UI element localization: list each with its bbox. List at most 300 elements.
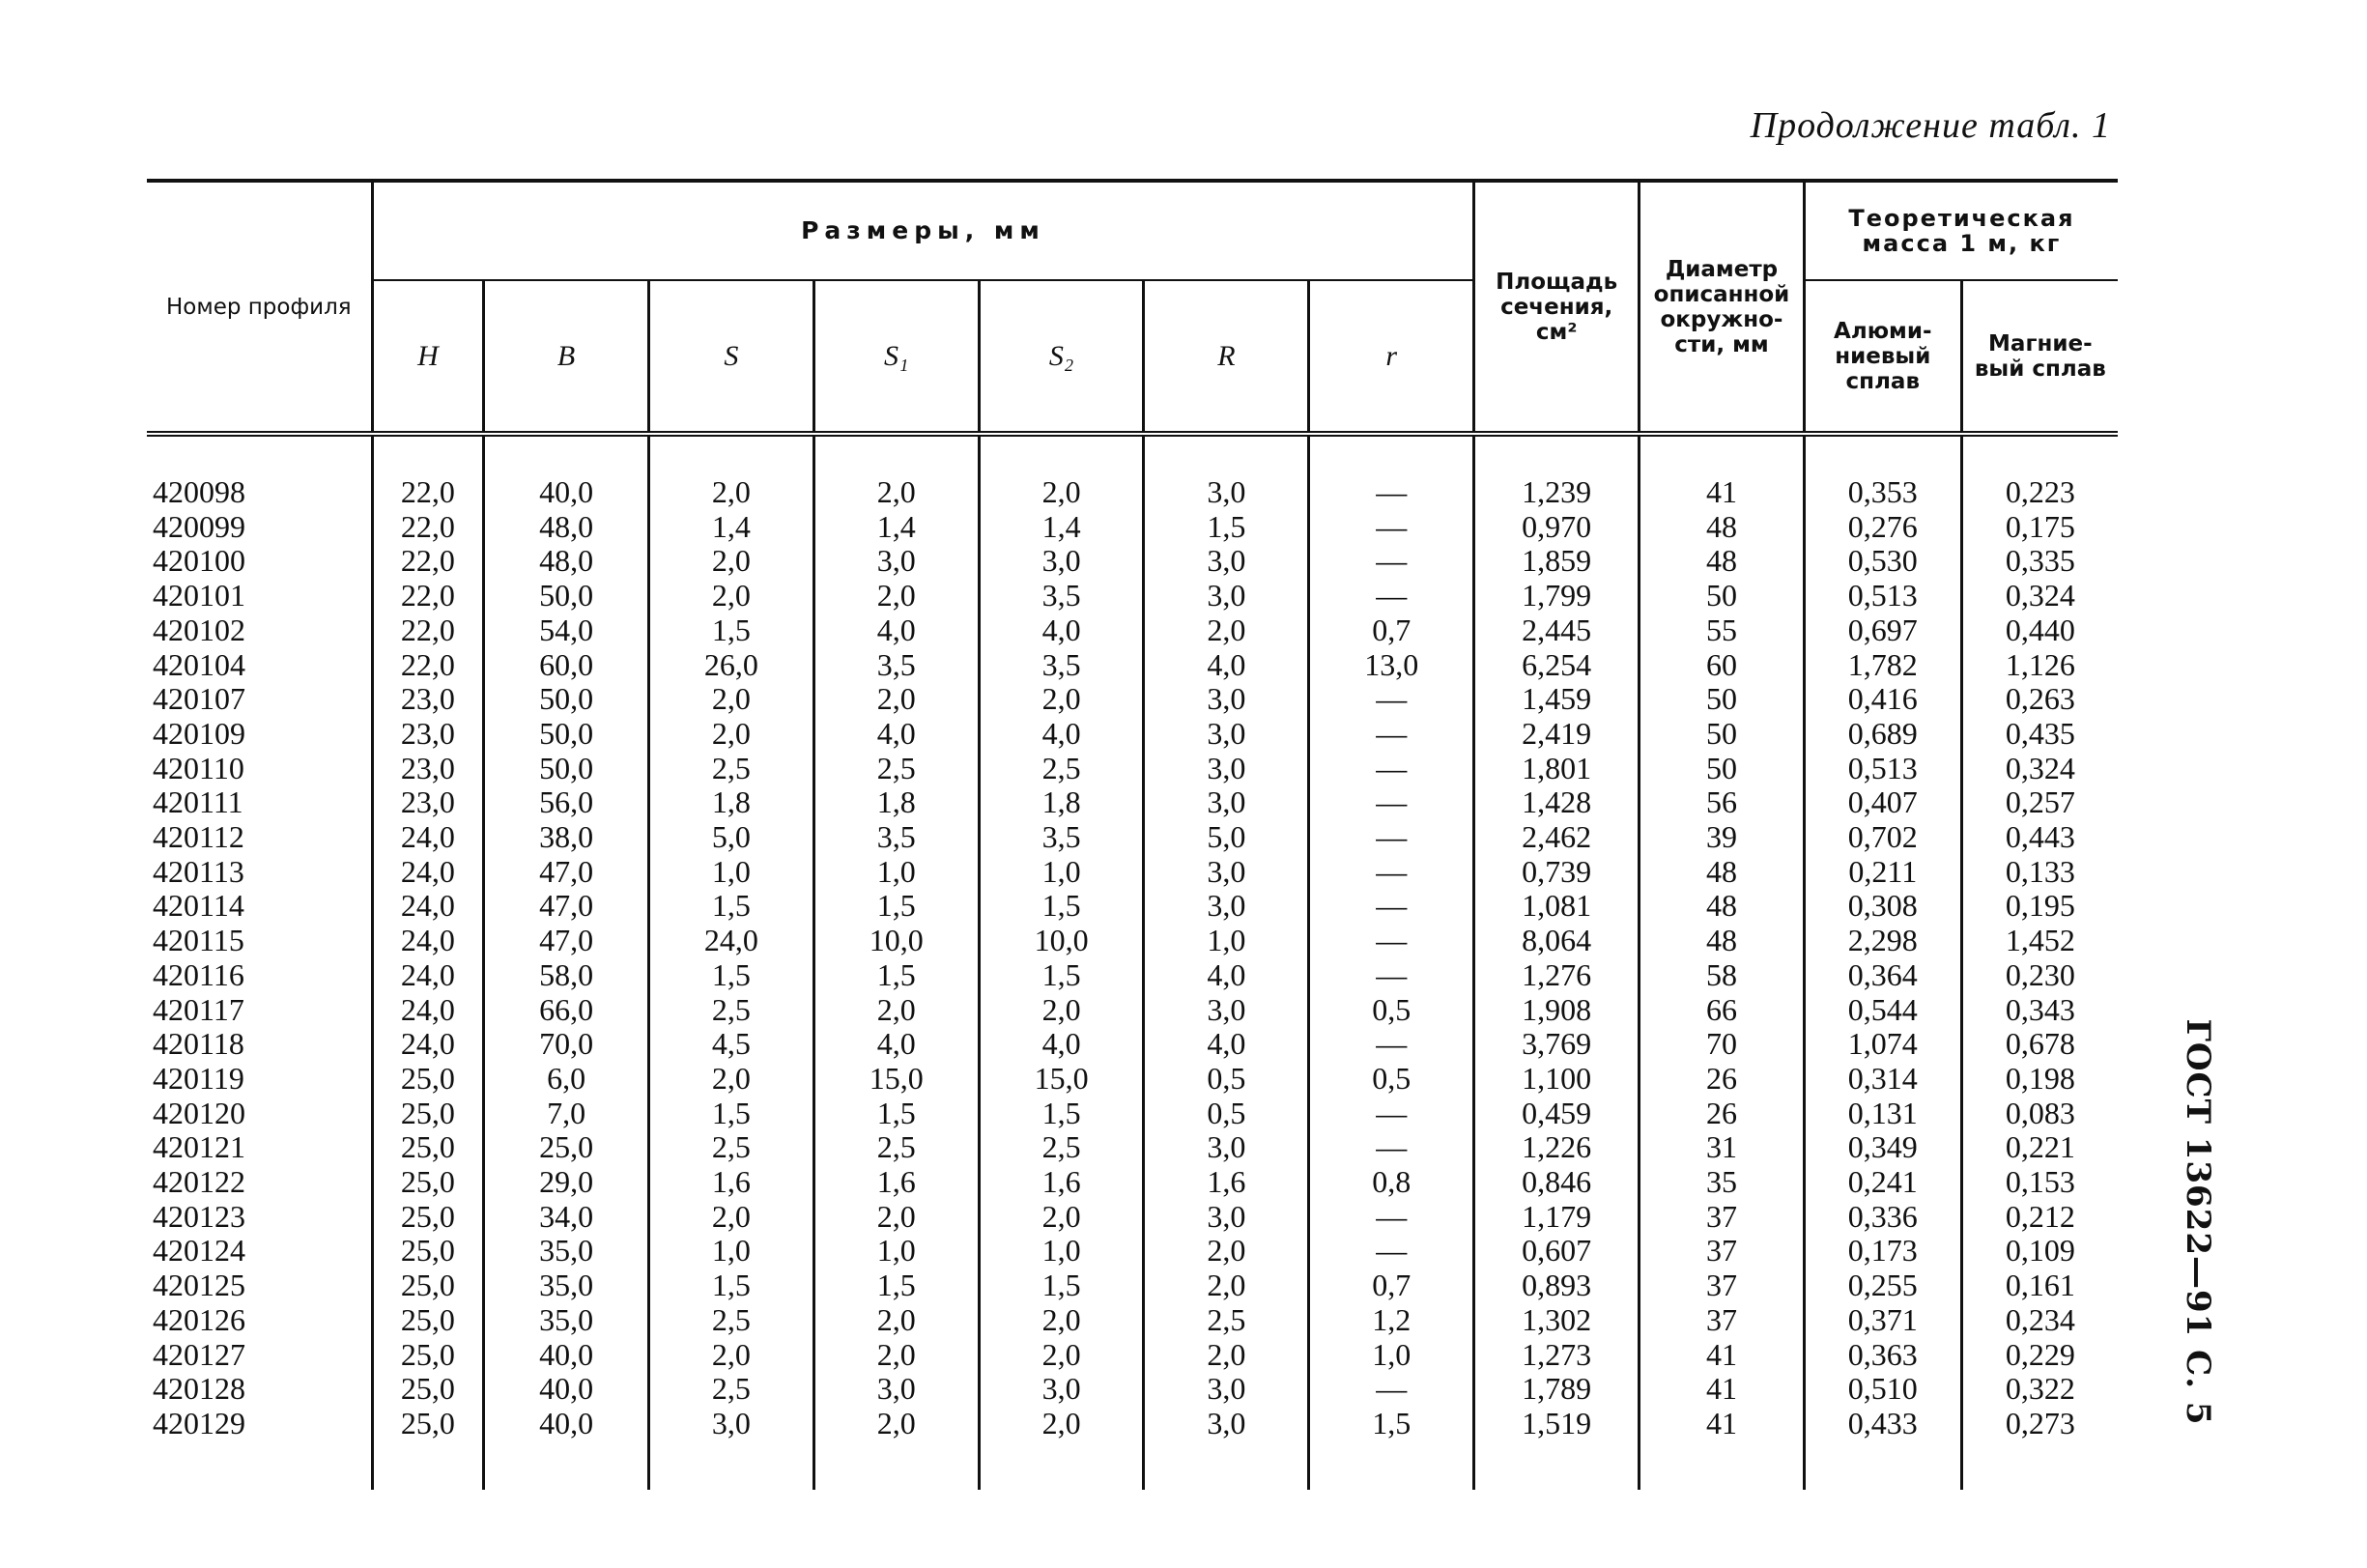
cell-dim-b: 29,0 bbox=[484, 1165, 649, 1200]
cell-area: 1,859 bbox=[1474, 544, 1640, 579]
cell-dim-r-upper: 2,0 bbox=[1144, 1269, 1309, 1303]
cell-mass-aluminium: 0,308 bbox=[1804, 889, 1961, 924]
cell-profile-number: 420107 bbox=[153, 681, 245, 717]
cell-profile-number: 420120 bbox=[153, 1095, 245, 1130]
cell-mass-aluminium: 0,336 bbox=[1804, 1200, 1961, 1235]
table-row bbox=[147, 1407, 2118, 1490]
cell-dim-h: 24,0 bbox=[372, 993, 484, 1028]
cell-dim-b: 38,0 bbox=[484, 820, 649, 855]
cell-dim-r-lower: 0,5 bbox=[1309, 1062, 1474, 1097]
cell-dim-s1: 1,0 bbox=[813, 855, 979, 890]
cell-dim-h: 25,0 bbox=[372, 1234, 484, 1269]
table-row bbox=[147, 1165, 2118, 1200]
cell-dim-r-upper: 3,0 bbox=[1144, 1372, 1309, 1407]
cell-profile-number: 420117 bbox=[153, 991, 244, 1027]
table-row bbox=[147, 544, 2118, 579]
cell-dim-r-upper: 3,0 bbox=[1144, 1407, 1309, 1490]
cell-dim-r-upper: 2,0 bbox=[1144, 1234, 1309, 1269]
cell-mass-aluminium: 0,364 bbox=[1804, 958, 1961, 993]
cell-dim-h: 24,0 bbox=[372, 1027, 484, 1062]
cell-profile-number: 420122 bbox=[153, 1164, 245, 1200]
cell-dim-s2: 4,0 bbox=[979, 613, 1144, 648]
cell-mass-magnesium: 0,263 bbox=[1961, 682, 2118, 717]
cell-dim-s1: 2,0 bbox=[813, 1407, 979, 1490]
cell-diameter: 26 bbox=[1640, 1062, 1805, 1097]
cell-dim-h: 25,0 bbox=[372, 1407, 484, 1490]
cell-profile-number: 420101 bbox=[153, 578, 245, 613]
cell-mass-aluminium: 0,689 bbox=[1804, 717, 1961, 752]
table-row bbox=[147, 1338, 2118, 1373]
cell-dim-b: 47,0 bbox=[484, 924, 649, 958]
cell-dim-s1: 2,0 bbox=[813, 1303, 979, 1338]
cell-dim-s1: 1,8 bbox=[813, 785, 979, 820]
cell-mass-aluminium: 0,173 bbox=[1804, 1234, 1961, 1269]
cell-dim-h: 24,0 bbox=[372, 889, 484, 924]
cell-area: 0,459 bbox=[1474, 1097, 1640, 1131]
cell-dim-r-lower: — bbox=[1309, 1200, 1474, 1235]
table-row bbox=[147, 1234, 2118, 1269]
cell-dim-s: 1,5 bbox=[649, 889, 814, 924]
cell-diameter: 37 bbox=[1640, 1303, 1805, 1338]
cell-dim-b: 48,0 bbox=[484, 510, 649, 545]
cell-dim-b: 35,0 bbox=[484, 1269, 649, 1303]
cell-dim-s1: 1,5 bbox=[813, 958, 979, 993]
cell-mass-magnesium: 0,322 bbox=[1961, 1372, 2118, 1407]
cell-area: 6,254 bbox=[1474, 648, 1640, 683]
cell-dim-s: 2,0 bbox=[649, 434, 814, 510]
table-row bbox=[147, 785, 2118, 820]
cell-area: 1,428 bbox=[1474, 785, 1640, 820]
cell-diameter: 37 bbox=[1640, 1269, 1805, 1303]
table-row bbox=[147, 1097, 2118, 1131]
cell-dim-s1: 2,0 bbox=[813, 1200, 979, 1235]
cell-diameter: 50 bbox=[1640, 752, 1805, 786]
cell-area: 1,801 bbox=[1474, 752, 1640, 786]
cell-diameter: 39 bbox=[1640, 820, 1805, 855]
table-row bbox=[147, 855, 2118, 890]
table-row bbox=[147, 958, 2118, 993]
cell-profile-number: 420129 bbox=[153, 1405, 245, 1440]
cell-mass-magnesium: 0,435 bbox=[1961, 717, 2118, 752]
profile-table bbox=[147, 179, 2118, 1490]
table-row bbox=[147, 682, 2118, 717]
cell-dim-b: 54,0 bbox=[484, 613, 649, 648]
cell-dim-s2: 2,5 bbox=[979, 1130, 1144, 1165]
cell-dim-b: 34,0 bbox=[484, 1200, 649, 1235]
cell-mass-magnesium: 0,230 bbox=[1961, 958, 2118, 993]
cell-dim-h: 22,0 bbox=[372, 648, 484, 683]
cell-mass-magnesium: 0,195 bbox=[1961, 889, 2118, 924]
cell-dim-r-upper: 3,0 bbox=[1144, 785, 1309, 820]
cell-mass-magnesium: 0,343 bbox=[1961, 993, 2118, 1028]
cell-dim-s: 4,5 bbox=[649, 1027, 814, 1062]
cell-dim-r-lower: — bbox=[1309, 1027, 1474, 1062]
cell-profile-number: 420111 bbox=[153, 784, 243, 820]
cell-dim-s2: 10,0 bbox=[979, 924, 1144, 958]
cell-dim-r-lower: — bbox=[1309, 1372, 1474, 1407]
cell-mass-aluminium: 0,241 bbox=[1804, 1165, 1961, 1200]
cell-diameter: 55 bbox=[1640, 613, 1805, 648]
cell-dim-s2: 3,5 bbox=[979, 820, 1144, 855]
cell-area: 2,419 bbox=[1474, 717, 1640, 752]
cell-dim-s: 1,4 bbox=[649, 510, 814, 545]
cell-area: 1,100 bbox=[1474, 1062, 1640, 1097]
table-row bbox=[147, 510, 2118, 545]
cell-dim-s2: 4,0 bbox=[979, 717, 1144, 752]
cell-dim-s1: 10,0 bbox=[813, 924, 979, 958]
cell-diameter: 41 bbox=[1640, 434, 1805, 510]
cell-mass-magnesium: 0,153 bbox=[1961, 1165, 2118, 1200]
cell-mass-magnesium: 0,109 bbox=[1961, 1234, 2118, 1269]
cell-dim-h: 25,0 bbox=[372, 1200, 484, 1235]
cell-mass-magnesium: 0,234 bbox=[1961, 1303, 2118, 1338]
cell-dim-s: 2,5 bbox=[649, 1303, 814, 1338]
cell-dim-s: 2,0 bbox=[649, 717, 814, 752]
cell-dim-r-upper: 3,0 bbox=[1144, 544, 1309, 579]
cell-area: 1,273 bbox=[1474, 1338, 1640, 1373]
cell-dim-b: 50,0 bbox=[484, 717, 649, 752]
cell-dim-r-upper: 2,5 bbox=[1144, 1303, 1309, 1338]
cell-dim-s: 2,0 bbox=[649, 1338, 814, 1373]
cell-dim-s2: 1,5 bbox=[979, 1269, 1144, 1303]
cell-dim-s2: 15,0 bbox=[979, 1062, 1144, 1097]
cell-dim-r-upper: 0,5 bbox=[1144, 1097, 1309, 1131]
cell-profile-number: 420123 bbox=[153, 1198, 245, 1234]
cell-dim-b: 35,0 bbox=[484, 1303, 649, 1338]
cell-dim-r-upper: 3,0 bbox=[1144, 1130, 1309, 1165]
cell-dim-b: 56,0 bbox=[484, 785, 649, 820]
cell-dim-s1: 4,0 bbox=[813, 1027, 979, 1062]
cell-dim-s: 2,5 bbox=[649, 1130, 814, 1165]
header-dim-s1: S₁ bbox=[813, 280, 979, 434]
cell-dim-b: 50,0 bbox=[484, 752, 649, 786]
cell-dim-h: 24,0 bbox=[372, 958, 484, 993]
cell-dim-s: 1,5 bbox=[649, 1269, 814, 1303]
cell-dim-s1: 2,0 bbox=[813, 682, 979, 717]
cell-profile-number: 420104 bbox=[153, 646, 245, 682]
cell-area: 1,226 bbox=[1474, 1130, 1640, 1165]
cell-dim-r-lower: 1,2 bbox=[1309, 1303, 1474, 1338]
cell-area: 1,081 bbox=[1474, 889, 1640, 924]
table-row bbox=[147, 752, 2118, 786]
cell-area: 0,739 bbox=[1474, 855, 1640, 890]
cell-dim-s: 5,0 bbox=[649, 820, 814, 855]
cell-mass-magnesium: 0,175 bbox=[1961, 510, 2118, 545]
cell-dim-s2: 2,0 bbox=[979, 1200, 1144, 1235]
cell-profile-number: 420110 bbox=[153, 750, 244, 785]
cell-mass-aluminium: 0,513 bbox=[1804, 752, 1961, 786]
cell-dim-s2: 1,6 bbox=[979, 1165, 1144, 1200]
cell-dim-s1: 3,5 bbox=[813, 648, 979, 683]
cell-diameter: 41 bbox=[1640, 1372, 1805, 1407]
cell-dim-r-lower: — bbox=[1309, 1234, 1474, 1269]
cell-dim-r-upper: 3,0 bbox=[1144, 579, 1309, 613]
cell-area: 0,846 bbox=[1474, 1165, 1640, 1200]
cell-dim-s2: 1,0 bbox=[979, 855, 1144, 890]
cell-profile-number: 420125 bbox=[153, 1268, 245, 1303]
cell-dim-s: 2,0 bbox=[649, 1062, 814, 1097]
table-row bbox=[147, 1200, 2118, 1235]
cell-dim-s2: 4,0 bbox=[979, 1027, 1144, 1062]
cell-mass-aluminium: 2,298 bbox=[1804, 924, 1961, 958]
table-row bbox=[147, 889, 2118, 924]
cell-area: 1,789 bbox=[1474, 1372, 1640, 1407]
cell-mass-aluminium: 0,131 bbox=[1804, 1097, 1961, 1131]
table-row bbox=[147, 434, 2118, 510]
cell-dim-r-lower: 0,7 bbox=[1309, 1269, 1474, 1303]
table-row bbox=[147, 1062, 2118, 1097]
cell-dim-h: 25,0 bbox=[372, 1097, 484, 1131]
cell-diameter: 48 bbox=[1640, 889, 1805, 924]
cell-mass-magnesium: 1,452 bbox=[1961, 924, 2118, 958]
cell-dim-s1: 1,5 bbox=[813, 1269, 979, 1303]
cell-mass-aluminium: 0,510 bbox=[1804, 1372, 1961, 1407]
header-aluminium: Алюми-ниевый сплав bbox=[1804, 280, 1961, 434]
cell-dim-r-upper: 1,6 bbox=[1144, 1165, 1309, 1200]
cell-area: 2,462 bbox=[1474, 820, 1640, 855]
cell-dim-h: 23,0 bbox=[372, 752, 484, 786]
table-row bbox=[147, 579, 2118, 613]
cell-diameter: 50 bbox=[1640, 579, 1805, 613]
cell-mass-aluminium: 0,513 bbox=[1804, 579, 1961, 613]
cell-dim-h: 25,0 bbox=[372, 1062, 484, 1097]
header-dimensions-group: Размеры, мм bbox=[372, 181, 1474, 280]
cell-dim-s2: 1,4 bbox=[979, 510, 1144, 545]
cell-area: 1,799 bbox=[1474, 579, 1640, 613]
cell-diameter: 50 bbox=[1640, 682, 1805, 717]
cell-dim-s1: 15,0 bbox=[813, 1062, 979, 1097]
cell-dim-b: 40,0 bbox=[484, 434, 649, 510]
cell-dim-b: 7,0 bbox=[484, 1097, 649, 1131]
cell-dim-b: 50,0 bbox=[484, 682, 649, 717]
cell-area: 1,459 bbox=[1474, 682, 1640, 717]
cell-mass-magnesium: 0,083 bbox=[1961, 1097, 2118, 1131]
cell-dim-s1: 3,5 bbox=[813, 820, 979, 855]
cell-dim-h: 22,0 bbox=[372, 579, 484, 613]
cell-profile-number: 420099 bbox=[153, 508, 245, 544]
cell-dim-r-lower: — bbox=[1309, 752, 1474, 786]
cell-mass-aluminium: 0,702 bbox=[1804, 820, 1961, 855]
cell-mass-aluminium: 0,349 bbox=[1804, 1130, 1961, 1165]
cell-dim-r-upper: 4,0 bbox=[1144, 648, 1309, 683]
cell-dim-s: 1,5 bbox=[649, 613, 814, 648]
cell-dim-s1: 2,5 bbox=[813, 752, 979, 786]
cell-dim-b: 40,0 bbox=[484, 1372, 649, 1407]
header-diameter: Диаметр описанной окружно-сти, мм bbox=[1640, 181, 1805, 434]
cell-dim-s2: 2,0 bbox=[979, 1407, 1144, 1490]
cell-dim-r-lower: 0,7 bbox=[1309, 613, 1474, 648]
cell-dim-b: 35,0 bbox=[484, 1234, 649, 1269]
cell-dim-r-lower: — bbox=[1309, 820, 1474, 855]
cell-dim-r-upper: 0,5 bbox=[1144, 1062, 1309, 1097]
table-row bbox=[147, 993, 2118, 1028]
cell-mass-aluminium: 1,074 bbox=[1804, 1027, 1961, 1062]
cell-area: 1,302 bbox=[1474, 1303, 1640, 1338]
cell-dim-s: 2,0 bbox=[649, 1200, 814, 1235]
cell-diameter: 48 bbox=[1640, 510, 1805, 545]
cell-mass-magnesium: 0,324 bbox=[1961, 752, 2118, 786]
cell-dim-s: 24,0 bbox=[649, 924, 814, 958]
continuation-caption: Продолжение табл. 1 bbox=[1750, 105, 2111, 146]
cell-mass-magnesium: 0,443 bbox=[1961, 820, 2118, 855]
cell-dim-s: 2,5 bbox=[649, 1372, 814, 1407]
cell-dim-s2: 2,0 bbox=[979, 993, 1144, 1028]
cell-dim-b: 47,0 bbox=[484, 889, 649, 924]
cell-dim-b: 40,0 bbox=[484, 1407, 649, 1490]
cell-diameter: 41 bbox=[1640, 1338, 1805, 1373]
cell-diameter: 60 bbox=[1640, 648, 1805, 683]
cell-profile-number: 420113 bbox=[153, 853, 244, 889]
cell-dim-h: 23,0 bbox=[372, 717, 484, 752]
cell-dim-s: 2,5 bbox=[649, 993, 814, 1028]
header-magnesium: Магние-вый сплав bbox=[1961, 280, 2118, 434]
cell-area: 0,893 bbox=[1474, 1269, 1640, 1303]
cell-profile-number: 420102 bbox=[153, 612, 245, 647]
cell-dim-h: 23,0 bbox=[372, 682, 484, 717]
cell-dim-h: 25,0 bbox=[372, 1165, 484, 1200]
cell-area: 1,276 bbox=[1474, 958, 1640, 993]
table-row bbox=[147, 648, 2118, 683]
header-dim-s2: S₂ bbox=[979, 280, 1144, 434]
cell-dim-r-lower: — bbox=[1309, 682, 1474, 717]
cell-dim-s2: 2,0 bbox=[979, 1338, 1144, 1373]
cell-mass-magnesium: 0,257 bbox=[1961, 785, 2118, 820]
cell-area: 3,769 bbox=[1474, 1027, 1640, 1062]
cell-diameter: 26 bbox=[1640, 1097, 1805, 1131]
cell-diameter: 70 bbox=[1640, 1027, 1805, 1062]
cell-dim-s2: 1,0 bbox=[979, 1234, 1144, 1269]
cell-mass-magnesium: 0,335 bbox=[1961, 544, 2118, 579]
cell-dim-b: 66,0 bbox=[484, 993, 649, 1028]
cell-diameter: 41 bbox=[1640, 1407, 1805, 1490]
table-row bbox=[147, 924, 2118, 958]
cell-mass-magnesium: 0,221 bbox=[1961, 1130, 2118, 1165]
cell-mass-magnesium: 0,212 bbox=[1961, 1200, 2118, 1235]
cell-dim-s1: 2,0 bbox=[813, 993, 979, 1028]
cell-dim-b: 70,0 bbox=[484, 1027, 649, 1062]
cell-mass-aluminium: 0,363 bbox=[1804, 1338, 1961, 1373]
cell-dim-r-lower: — bbox=[1309, 717, 1474, 752]
cell-profile-number: 420112 bbox=[153, 819, 244, 855]
table-row bbox=[147, 613, 2118, 648]
cell-mass-aluminium: 0,371 bbox=[1804, 1303, 1961, 1338]
cell-dim-r-upper: 2,0 bbox=[1144, 1338, 1309, 1373]
cell-mass-aluminium: 0,433 bbox=[1804, 1407, 1961, 1490]
cell-dim-s1: 3,0 bbox=[813, 544, 979, 579]
cell-dim-s2: 2,0 bbox=[979, 1303, 1144, 1338]
cell-dim-r-lower: — bbox=[1309, 1097, 1474, 1131]
cell-dim-s2: 3,0 bbox=[979, 544, 1144, 579]
cell-dim-s2: 3,5 bbox=[979, 579, 1144, 613]
cell-dim-r-lower: — bbox=[1309, 434, 1474, 510]
cell-dim-s2: 1,5 bbox=[979, 889, 1144, 924]
cell-dim-s1: 4,0 bbox=[813, 613, 979, 648]
cell-mass-magnesium: 0,324 bbox=[1961, 579, 2118, 613]
table-row bbox=[147, 1303, 2118, 1338]
cell-diameter: 31 bbox=[1640, 1130, 1805, 1165]
cell-mass-aluminium: 0,530 bbox=[1804, 544, 1961, 579]
cell-dim-s: 2,0 bbox=[649, 544, 814, 579]
cell-mass-magnesium: 0,229 bbox=[1961, 1338, 2118, 1373]
table-row bbox=[147, 1027, 2118, 1062]
cell-dim-s2: 2,5 bbox=[979, 752, 1144, 786]
cell-dim-r-lower: 1,5 bbox=[1309, 1407, 1474, 1490]
cell-dim-s2: 3,5 bbox=[979, 648, 1144, 683]
cell-dim-s: 1,0 bbox=[649, 855, 814, 890]
cell-dim-r-upper: 1,5 bbox=[1144, 510, 1309, 545]
cell-diameter: 50 bbox=[1640, 717, 1805, 752]
cell-dim-h: 23,0 bbox=[372, 785, 484, 820]
header-area: Площадь сечения, см² bbox=[1474, 181, 1640, 434]
cell-dim-r-upper: 5,0 bbox=[1144, 820, 1309, 855]
cell-dim-s: 1,5 bbox=[649, 1097, 814, 1131]
cell-profile-number: 420119 bbox=[153, 1060, 244, 1096]
cell-profile-number: 420118 bbox=[153, 1026, 244, 1062]
cell-profile-number: 420127 bbox=[153, 1336, 245, 1372]
cell-diameter: 56 bbox=[1640, 785, 1805, 820]
cell-dim-r-upper: 3,0 bbox=[1144, 855, 1309, 890]
cell-dim-s2: 1,5 bbox=[979, 1097, 1144, 1131]
cell-dim-s1: 1,5 bbox=[813, 889, 979, 924]
cell-dim-s2: 1,5 bbox=[979, 958, 1144, 993]
cell-dim-b: 25,0 bbox=[484, 1130, 649, 1165]
cell-dim-s: 1,0 bbox=[649, 1234, 814, 1269]
cell-dim-h: 25,0 bbox=[372, 1130, 484, 1165]
cell-dim-s1: 2,0 bbox=[813, 579, 979, 613]
cell-dim-s1: 2,0 bbox=[813, 434, 979, 510]
cell-dim-s: 2,0 bbox=[649, 579, 814, 613]
cell-dim-s: 26,0 bbox=[649, 648, 814, 683]
cell-mass-aluminium: 0,255 bbox=[1804, 1269, 1961, 1303]
cell-dim-r-lower: — bbox=[1309, 889, 1474, 924]
cell-dim-r-upper: 3,0 bbox=[1144, 1200, 1309, 1235]
gost-page-number: ГОСТ 13622—91 С. 5 bbox=[2179, 1018, 2217, 1426]
cell-mass-aluminium: 0,353 bbox=[1804, 434, 1961, 510]
cell-dim-r-lower: 0,8 bbox=[1309, 1165, 1474, 1200]
cell-mass-aluminium: 0,544 bbox=[1804, 993, 1961, 1028]
cell-dim-r-lower: — bbox=[1309, 958, 1474, 993]
cell-dim-h: 25,0 bbox=[372, 1303, 484, 1338]
cell-profile-number: 420114 bbox=[153, 888, 244, 924]
cell-area: 1,239 bbox=[1474, 434, 1640, 510]
cell-dim-s: 2,0 bbox=[649, 682, 814, 717]
cell-mass-aluminium: 0,211 bbox=[1804, 855, 1961, 890]
cell-mass-aluminium: 0,314 bbox=[1804, 1062, 1961, 1097]
header-dim-r-lower: r bbox=[1309, 280, 1474, 434]
cell-dim-h: 22,0 bbox=[372, 544, 484, 579]
cell-dim-h: 24,0 bbox=[372, 924, 484, 958]
cell-dim-r-lower: — bbox=[1309, 924, 1474, 958]
cell-mass-aluminium: 0,407 bbox=[1804, 785, 1961, 820]
cell-diameter: 58 bbox=[1640, 958, 1805, 993]
cell-dim-r-lower: — bbox=[1309, 1130, 1474, 1165]
cell-dim-r-lower: 0,5 bbox=[1309, 993, 1474, 1028]
cell-profile-number: 420098 bbox=[153, 474, 245, 509]
cell-dim-s: 3,0 bbox=[649, 1407, 814, 1490]
cell-dim-h: 25,0 bbox=[372, 1269, 484, 1303]
cell-dim-h: 24,0 bbox=[372, 820, 484, 855]
cell-dim-h: 22,0 bbox=[372, 510, 484, 545]
cell-dim-b: 48,0 bbox=[484, 544, 649, 579]
cell-dim-b: 6,0 bbox=[484, 1062, 649, 1097]
cell-area: 0,607 bbox=[1474, 1234, 1640, 1269]
cell-dim-r-lower: — bbox=[1309, 544, 1474, 579]
cell-mass-aluminium: 0,697 bbox=[1804, 613, 1961, 648]
cell-dim-r-upper: 1,0 bbox=[1144, 924, 1309, 958]
table-row bbox=[147, 1130, 2118, 1165]
table-row bbox=[147, 1372, 2118, 1407]
cell-area: 1,908 bbox=[1474, 993, 1640, 1028]
